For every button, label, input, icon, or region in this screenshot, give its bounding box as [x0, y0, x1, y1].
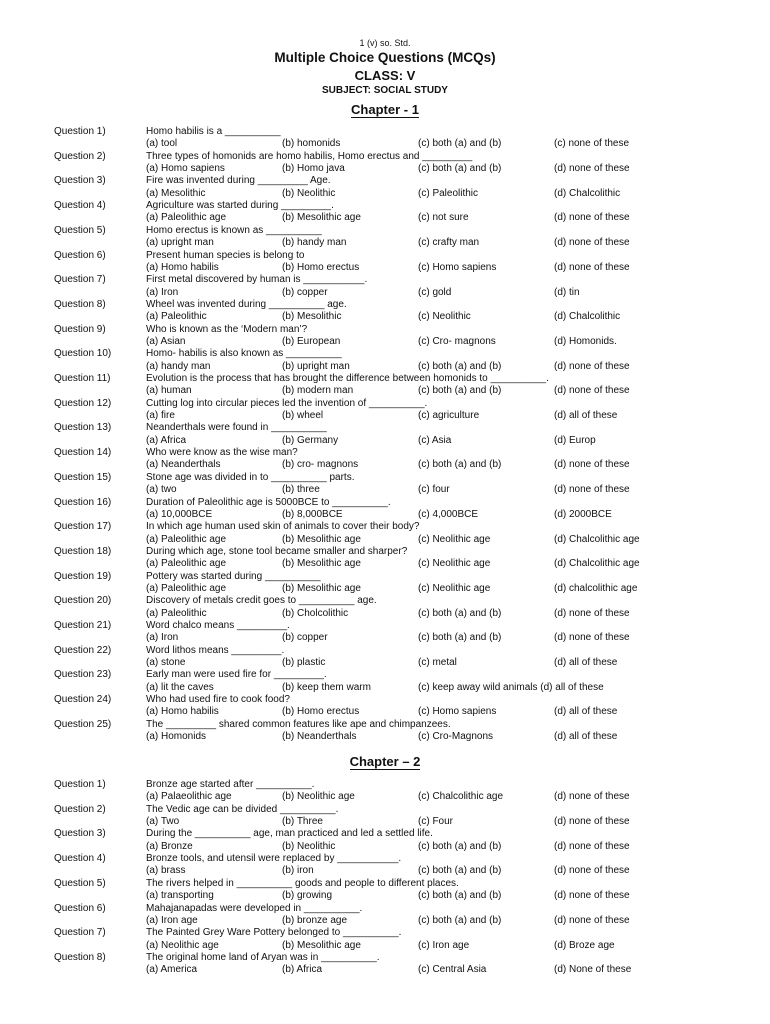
answer-option: (c) Neolithic age: [418, 558, 491, 570]
answer-option: (a) Paleolithic: [146, 311, 207, 323]
answer-option: (a) Homo habilis: [146, 261, 219, 273]
question-text: Who had used fire to cook food?: [146, 694, 290, 706]
answer-option: (d) none of these: [554, 816, 630, 828]
answer-option: (a) transporting: [146, 890, 214, 902]
answer-option: (b) wheel: [282, 410, 324, 422]
question-number: Question 4): [54, 200, 106, 212]
answer-option: (c) Iron age: [418, 939, 470, 951]
answer-option: (d) Chalcolithic: [554, 187, 621, 199]
question-number: Question 19): [54, 570, 112, 582]
answer-option: (c) crafty man: [418, 237, 480, 249]
answer-option: (c) both (a) and (b): [418, 385, 502, 397]
answer-option: (a) Iron: [146, 632, 179, 644]
question-text: The original home land of Aryan was in __________.: [146, 951, 380, 963]
answer-option: (d) none of these: [554, 459, 630, 471]
chapter-heading-text: Chapter – 2: [349, 754, 421, 769]
question-text: Wheel was invented during __________ age.: [146, 298, 347, 310]
answer-option: (d) Chalcolithic age: [554, 533, 640, 545]
answer-option: (c) Four: [418, 816, 453, 828]
answer-option: (a) lit the caves: [146, 681, 214, 693]
answer-option: (c) none of these: [554, 138, 630, 150]
answer-option: (d) Europ: [554, 434, 596, 446]
answer-option: (a) two: [146, 484, 177, 496]
answer-option: (b) bronze age: [282, 914, 348, 926]
answer-option: (d) Chalcolithic age: [554, 558, 640, 570]
question-text: First metal discovered by human is ___________.: [146, 274, 368, 286]
question-text: Present human species is belong to: [146, 249, 305, 261]
answer-option: (b) Mesolithic age: [282, 582, 361, 594]
subject-label: SUBJECT: SOCIAL STUDY: [322, 85, 448, 96]
question-number: Question 24): [54, 694, 112, 706]
question-text: The Vedic age can be divided __________.: [146, 803, 339, 815]
question-number: Question 23): [54, 669, 112, 681]
question-text: Cutting log into circular pieces led the invention of __________.: [146, 397, 428, 409]
answer-option: (b) growing: [282, 890, 333, 902]
question-text: Stone age was divided in to __________ parts.: [146, 471, 355, 483]
question-number: Question 20): [54, 595, 112, 607]
answer-option: (b) Africa: [282, 964, 323, 976]
answer-option: (a) brass: [146, 865, 186, 877]
question-text: Bronze age started after __________.: [146, 779, 315, 790]
answer-option: (b) Mesolithic age: [282, 533, 361, 545]
answer-option: (c) metal: [418, 657, 457, 669]
answer-option: (c) both (a) and (b): [418, 607, 502, 619]
question-text: Who were know as the wise man?: [146, 447, 298, 459]
answer-option: (c) Central Asia: [418, 964, 487, 976]
answer-option: (c) Cro- magnons: [418, 335, 496, 347]
answer-option: (d) 2000BCE: [554, 508, 612, 520]
answer-option: (c) Paleolithic: [418, 187, 479, 199]
answer-option: (a) Mesolithic: [146, 187, 206, 199]
question-text: Homo habilis is a __________: [146, 126, 281, 137]
answer-option: (c) gold: [418, 286, 452, 298]
question-number: Question 6): [54, 902, 106, 914]
question-number: Question 3): [54, 828, 106, 840]
answer-option: (d) Broze age: [554, 939, 615, 951]
question-number: Question 22): [54, 644, 112, 656]
question-text: The _________ shared common features like ape and chimpanzees.: [146, 718, 451, 730]
question-number: Question 2): [54, 150, 106, 162]
answer-option: (a) 10,000BCE: [146, 508, 213, 520]
answer-option: (a) Paleolithic age: [146, 533, 227, 545]
question-number: Question 18): [54, 545, 112, 557]
question-text: Agriculture was started during _________.: [146, 200, 334, 212]
answer-option: (b) keep them warm: [282, 681, 371, 693]
question-number: Question 25): [54, 718, 112, 730]
question-number: Question 1): [54, 779, 106, 790]
question-text: Bronze tools, and utensil were replaced by ___________.: [146, 853, 402, 865]
answer-option: (c) both (a) and (b): [418, 840, 502, 852]
question-number: Question 8): [54, 298, 106, 310]
document-title: Multiple Choice Questions (MCQs): [274, 50, 496, 65]
answer-option: (d) chalcolithic age: [554, 582, 638, 594]
answer-option: (b) Homo erectus: [282, 261, 360, 273]
answer-option: (c) not sure: [418, 212, 469, 224]
answer-option: (a) Iron age: [146, 914, 198, 926]
question-text: In which age human used skin of animals to cover their body?: [146, 521, 420, 533]
answer-option: (a) tool: [146, 138, 178, 150]
answer-option: (d) Homonids.: [554, 335, 617, 347]
answer-option: (b) copper: [282, 632, 328, 644]
question-text: Mahajanapadas were developed in __________.: [146, 902, 363, 914]
answer-option: (c) Neolithic age: [418, 533, 491, 545]
answer-option: (c) both (a) and (b): [418, 914, 502, 926]
question-number: Question 7): [54, 274, 106, 286]
question-number: Question 15): [54, 471, 112, 483]
question-number: Question 13): [54, 422, 112, 434]
answer-option: (b) Neolithic age: [282, 791, 355, 803]
question-number: Question 12): [54, 397, 112, 409]
answer-option: (d) none of these: [554, 632, 630, 644]
answer-option: (b) European: [282, 335, 341, 347]
answer-option: (b) homonids: [282, 138, 341, 150]
question-number: Question 16): [54, 496, 112, 508]
answer-option: (c) both (a) and (b): [418, 865, 502, 877]
class-label: CLASS: V: [354, 68, 416, 83]
question-text: Three types of homonids are homo habilis, Homo erectus and _________: [146, 150, 473, 162]
answer-option: (a) fire: [146, 410, 175, 422]
answer-option: (b) handy man: [282, 237, 347, 249]
answer-option: (c) both (a) and (b): [418, 890, 502, 902]
answer-option: (d) none of these: [554, 163, 630, 175]
question-number: Question 4): [54, 853, 106, 865]
answer-option: (c) Cro-Magnons: [418, 731, 494, 743]
answer-option: (d) all of these: [554, 731, 618, 743]
question-text: Early man were used fire for _________.: [146, 669, 327, 681]
answer-option: (d) none of these: [554, 840, 630, 852]
answer-option: (c) Asia: [418, 434, 452, 446]
answer-option: (a) Two: [146, 816, 180, 828]
question-text: Fire was invented during _________ Age.: [146, 175, 331, 187]
question-number: Question 6): [54, 249, 106, 261]
question-text: The rivers helped in __________ goods and people to different places.: [146, 877, 459, 889]
answer-option: (b) Mesolithic age: [282, 939, 361, 951]
question-text: Word lithos means _________.: [146, 644, 285, 656]
answer-option: (c) both (a) and (b): [418, 138, 502, 150]
answer-option: (b) Homo erectus: [282, 706, 360, 718]
answer-option: (a) Paleolithic age: [146, 212, 227, 224]
answer-option: (c) four: [418, 484, 450, 496]
question-text: Homo erectus is known as __________: [146, 224, 322, 236]
answer-option: (c) both (a) and (b): [418, 632, 502, 644]
answer-option: (c) agriculture: [418, 410, 480, 422]
answer-option: (a) Paleolithic age: [146, 582, 227, 594]
answer-option: (b) upright man: [282, 360, 350, 372]
answer-option: (d) none of these: [554, 865, 630, 877]
answer-option: (b) Neolithic: [282, 187, 336, 199]
answer-option: (b) 8,000BCE: [282, 508, 343, 520]
answer-option: (d) all of these: [554, 410, 618, 422]
chapter-heading: [0, 102, 770, 117]
answer-option: (d) none of these: [554, 385, 630, 397]
answer-option: (b) plastic: [282, 657, 326, 669]
question-text: During which age, stone tool became smaller and sharper?: [146, 545, 408, 557]
answer-option: (d) none of these: [554, 607, 630, 619]
answer-option: (d) tin: [554, 286, 580, 298]
answer-option: (b) Neolithic: [282, 840, 336, 852]
answer-option: (d) none of these: [554, 237, 630, 249]
answer-option: (c) Neolithic: [418, 311, 471, 323]
answer-option: (d) all of these: [554, 706, 618, 718]
answer-option: (d) None of these: [554, 964, 632, 976]
answer-option: (b) Cholcolithic: [282, 607, 349, 619]
answer-option: (b) three: [282, 484, 320, 496]
answer-option: (d) none of these: [554, 212, 630, 224]
answer-option: (a) Homo habilis: [146, 706, 219, 718]
answer-option: (a) Homonids: [146, 731, 207, 743]
answer-option: (a) Paleolithic age: [146, 558, 227, 570]
chapter-heading-text: Chapter - 1: [351, 102, 419, 117]
answer-option: (b) Neanderthals: [282, 731, 357, 743]
answer-option: (c) 4,000BCE: [418, 508, 479, 520]
answer-option: (b) Mesolithic: [282, 311, 342, 323]
question-number: Question 21): [54, 620, 112, 631]
question-number: Question 14): [54, 447, 112, 459]
answer-option: (b) Mesolithic age: [282, 212, 361, 224]
answer-option: (d) none of these: [554, 914, 630, 926]
question-number: Question 5): [54, 877, 106, 889]
answer-option: (d) all of these: [554, 657, 618, 669]
question-text: Neanderthals were found in __________: [146, 422, 327, 434]
answer-option: (d) none of these: [554, 890, 630, 902]
question-number: Question 1): [54, 126, 106, 137]
question-text: Word chalco means _________.: [146, 620, 290, 631]
answer-option: (a) human: [146, 385, 192, 397]
question-text: During the __________ age, man practiced and led a settled life.: [146, 828, 433, 840]
question-text: The Painted Grey Ware Pottery belonged to __________.: [146, 927, 402, 939]
answer-option: (a) Palaeolithic age: [146, 791, 232, 803]
answer-option: (a) Iron: [146, 286, 179, 298]
question-number: Question 2): [54, 803, 106, 815]
answer-option: (d) none of these: [554, 484, 630, 496]
answer-option: (c) Neolithic age: [418, 582, 491, 594]
question-number: Question 11): [54, 373, 111, 384]
answer-option: (b) Homo java: [282, 163, 345, 175]
answer-option: (b) Mesolithic age: [282, 558, 361, 570]
answer-option: (b) Three: [282, 816, 323, 828]
answer-option: (a) Neanderthals: [146, 459, 221, 471]
answer-option: (b) cro- magnons: [282, 459, 359, 471]
question-number: Question 17): [54, 521, 112, 533]
answer-option: (b) iron: [282, 865, 314, 877]
question-text: Duration of Paleolithic age is 5000BCE to __________.: [146, 496, 391, 508]
question-number: Question 10): [54, 348, 112, 360]
question-number: Question 9): [54, 323, 106, 335]
answer-option: (c) both (a) and (b): [418, 360, 502, 372]
answer-option: (a) upright man: [146, 237, 214, 249]
question-text: Who is known as the ‘Modern man’?: [146, 323, 308, 335]
answer-option: (a) Asian: [146, 335, 186, 347]
question-text: Pottery was started during __________: [146, 570, 321, 582]
answer-option: (b) copper: [282, 286, 328, 298]
question-number: Question 5): [54, 224, 106, 236]
answer-option: (a) stone: [146, 657, 186, 669]
answer-option: (d) Chalcolithic: [554, 311, 621, 323]
question-number: Question 3): [54, 175, 106, 187]
answer-option: (a) Homo sapiens: [146, 163, 225, 175]
answer-option: (b) modern man: [282, 385, 354, 397]
chapter-heading: [0, 754, 770, 769]
standard-label: 1 (v) so. Std.: [359, 38, 411, 48]
question-text: Evolution is the process that has brought the difference between homonids to __________.: [146, 373, 549, 384]
question-number: Question 7): [54, 927, 106, 939]
question-text: Homo- habilis is also known as __________: [146, 348, 342, 360]
answer-option: (a) Neolithic age: [146, 939, 219, 951]
answer-option: (c) Homo sapiens: [418, 261, 497, 273]
answer-option: (c) Chalcolithic age: [418, 791, 504, 803]
answer-option: (b) Germany: [282, 434, 339, 446]
answer-option: (d) none of these: [554, 261, 630, 273]
answer-option: (c) both (a) and (b): [418, 459, 502, 471]
answer-option: (c) keep away wild animals (d) all of these: [418, 681, 604, 693]
answer-option: (a) handy man: [146, 360, 211, 372]
answer-option: (d) none of these: [554, 791, 630, 803]
question-text: Discovery of metals credit goes to __________ age.: [146, 595, 377, 607]
answer-option: (c) both (a) and (b): [418, 163, 502, 175]
answer-option: (a) Africa: [146, 434, 187, 446]
answer-option: (d) none of these: [554, 360, 630, 372]
answer-option: (a) Paleolithic: [146, 607, 207, 619]
answer-option: (c) Homo sapiens: [418, 706, 497, 718]
answer-option: (a) Bronze: [146, 840, 193, 852]
question-number: Question 8): [54, 951, 106, 963]
answer-option: (a) America: [146, 964, 198, 976]
